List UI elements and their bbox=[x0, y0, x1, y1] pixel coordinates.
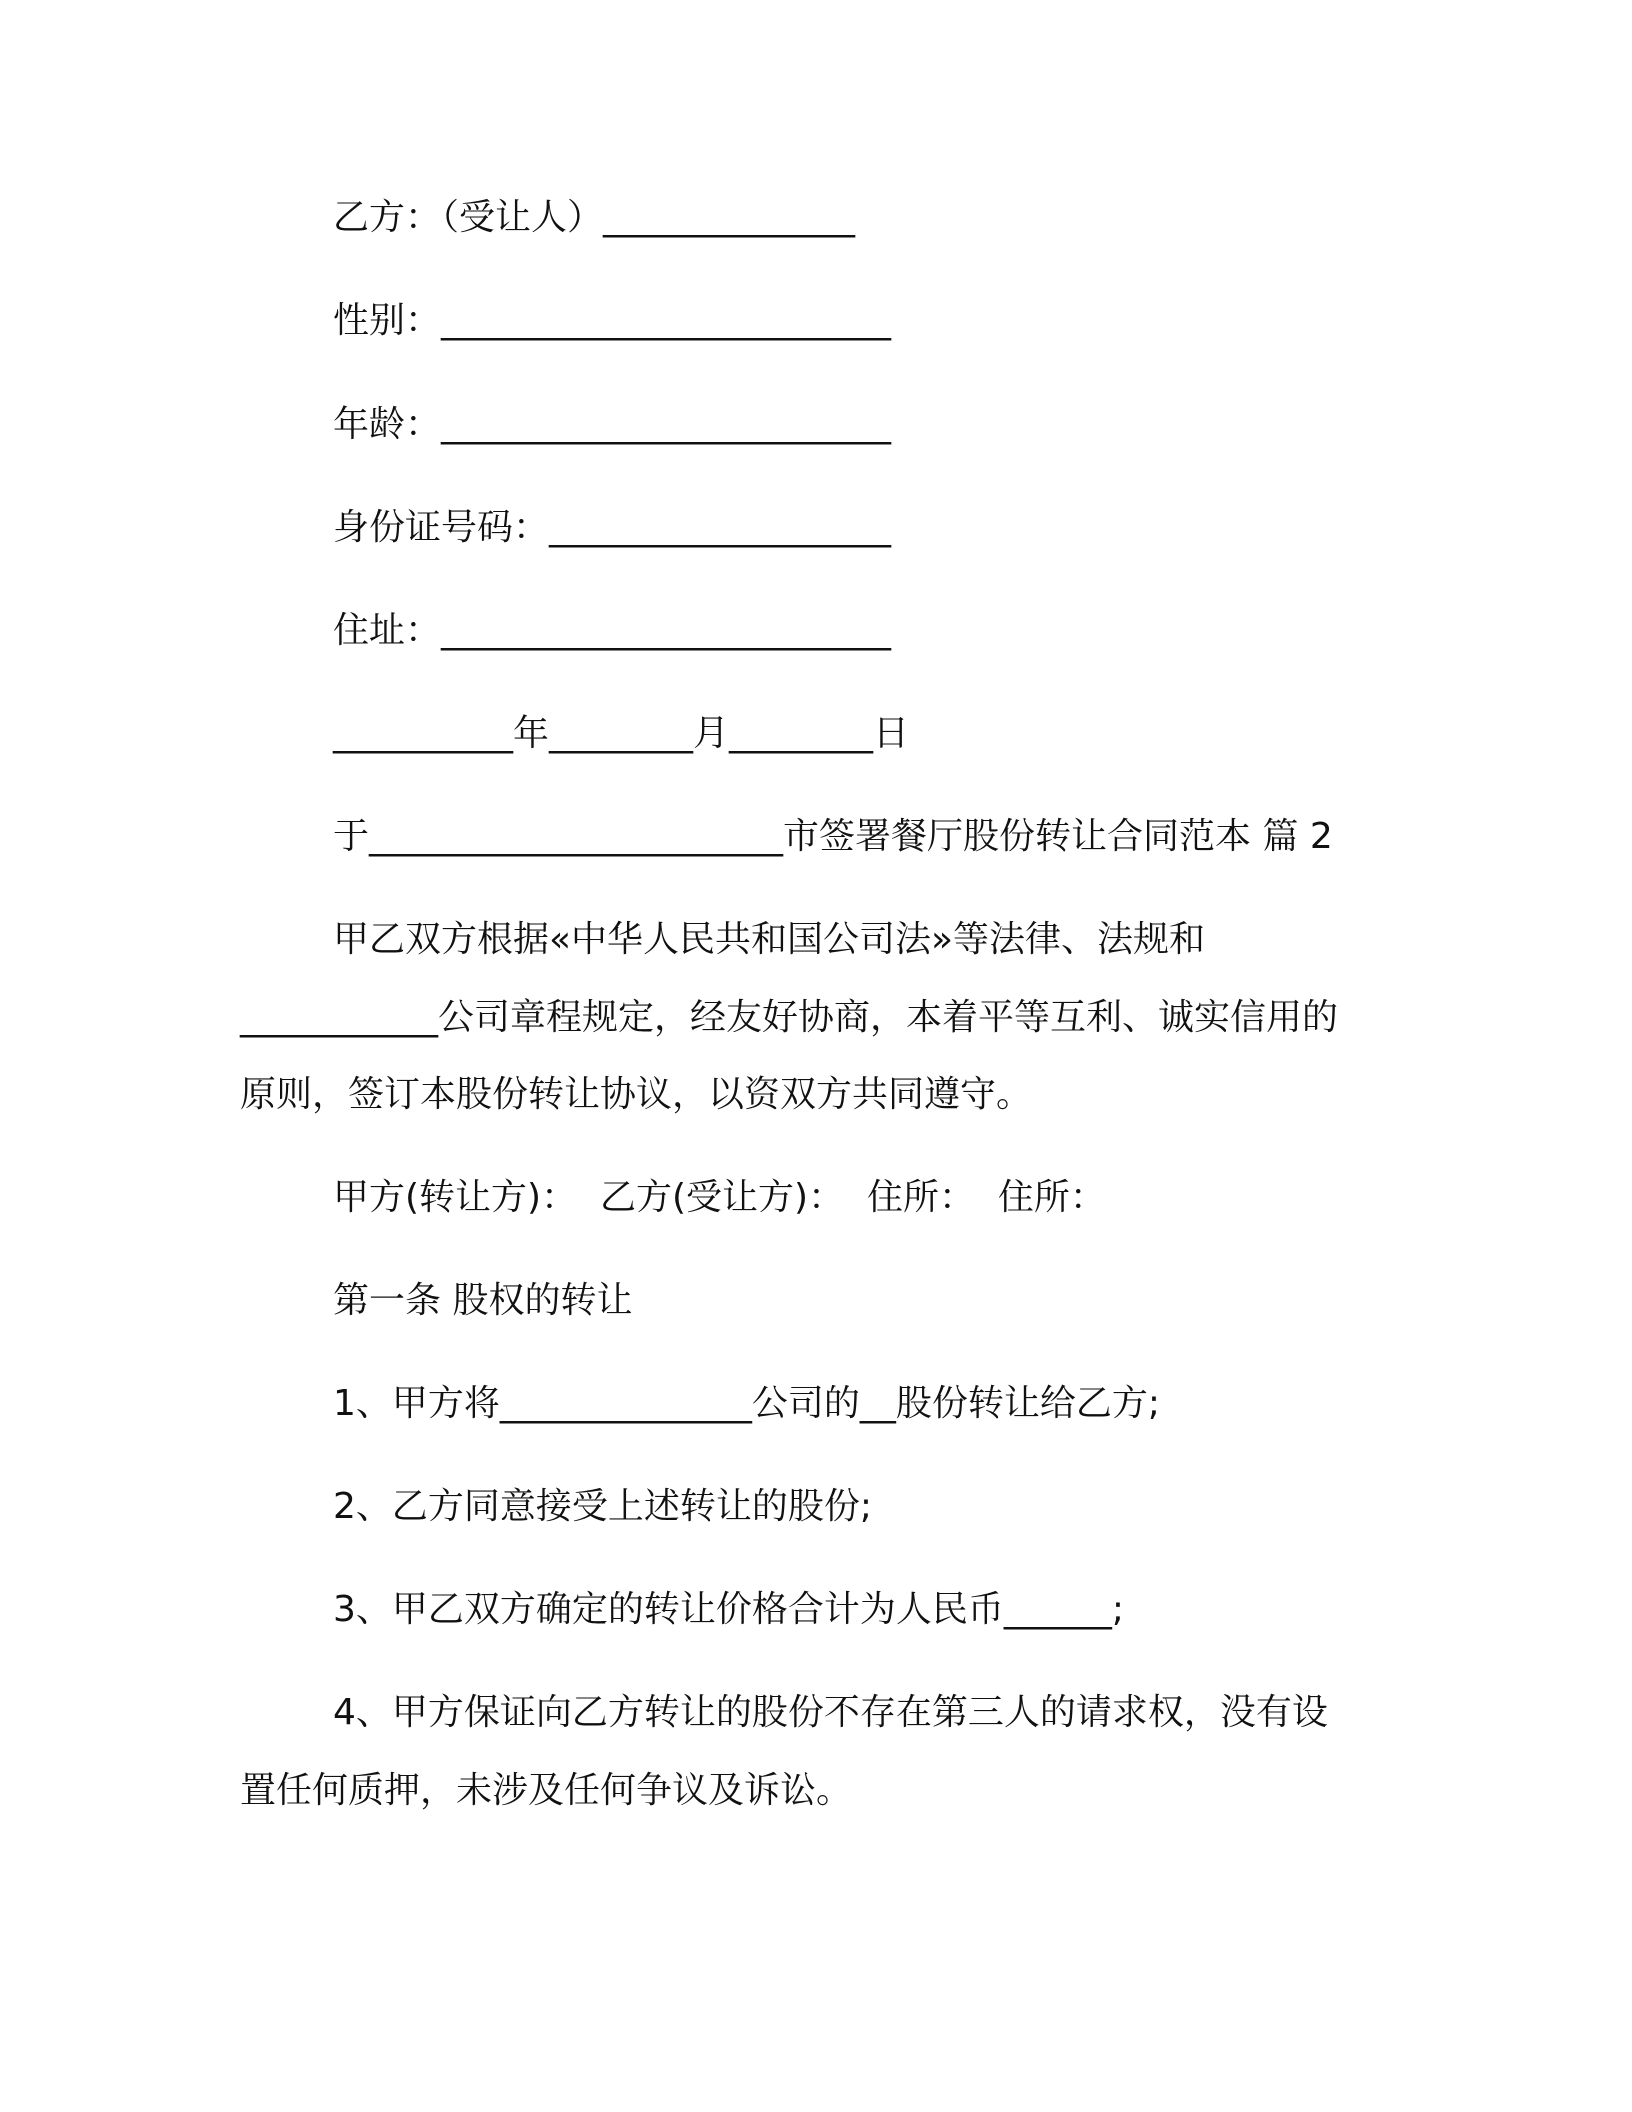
preamble-line-3: 原则，签订本股份转让协议，以资双方共同遵守。 bbox=[240, 1074, 1033, 1115]
parties-line: 甲方(转让方)： 乙方(受让方)： 住所： 住所： bbox=[333, 1177, 1106, 1218]
clause-3: 3、甲乙双方确定的转让价格合计为人民币______; bbox=[333, 1589, 1125, 1630]
address-line: 住址：_________________________ bbox=[333, 610, 892, 651]
date-line: __________年________月________日 bbox=[333, 713, 909, 754]
gender-line: 性别：_________________________ bbox=[333, 300, 892, 341]
preamble-line-2: ___________公司章程规定，经友好协商，本着平等互利、诚实信用的 bbox=[240, 997, 1339, 1038]
id-number-line: 身份证号码：___________________ bbox=[333, 507, 892, 548]
party-b-transferee-line: 乙方：（受让人）______________ bbox=[333, 197, 856, 238]
article-one-heading: 第一条 股权的转让 bbox=[333, 1280, 633, 1321]
clause-4-line-1: 4、甲方保证向乙方转让的股份不存在第三人的请求权，没有设 bbox=[333, 1692, 1328, 1733]
age-line: 年龄：_________________________ bbox=[333, 404, 892, 445]
clause-4-line-2: 置任何质押，未涉及任何争议及诉讼。 bbox=[240, 1770, 853, 1811]
signing-place-heading: 于_______________________市签署餐厅股份转让合同范本 篇 2 bbox=[333, 816, 1333, 857]
clause-1: 1、甲方将______________公司的__股份转让给乙方; bbox=[333, 1383, 1161, 1424]
clause-2: 2、乙方同意接受上述转让的股份; bbox=[333, 1486, 873, 1527]
preamble-line-1: 甲乙双方根据«中华人民共和国公司法»等法律、法规和 bbox=[333, 919, 1206, 960]
